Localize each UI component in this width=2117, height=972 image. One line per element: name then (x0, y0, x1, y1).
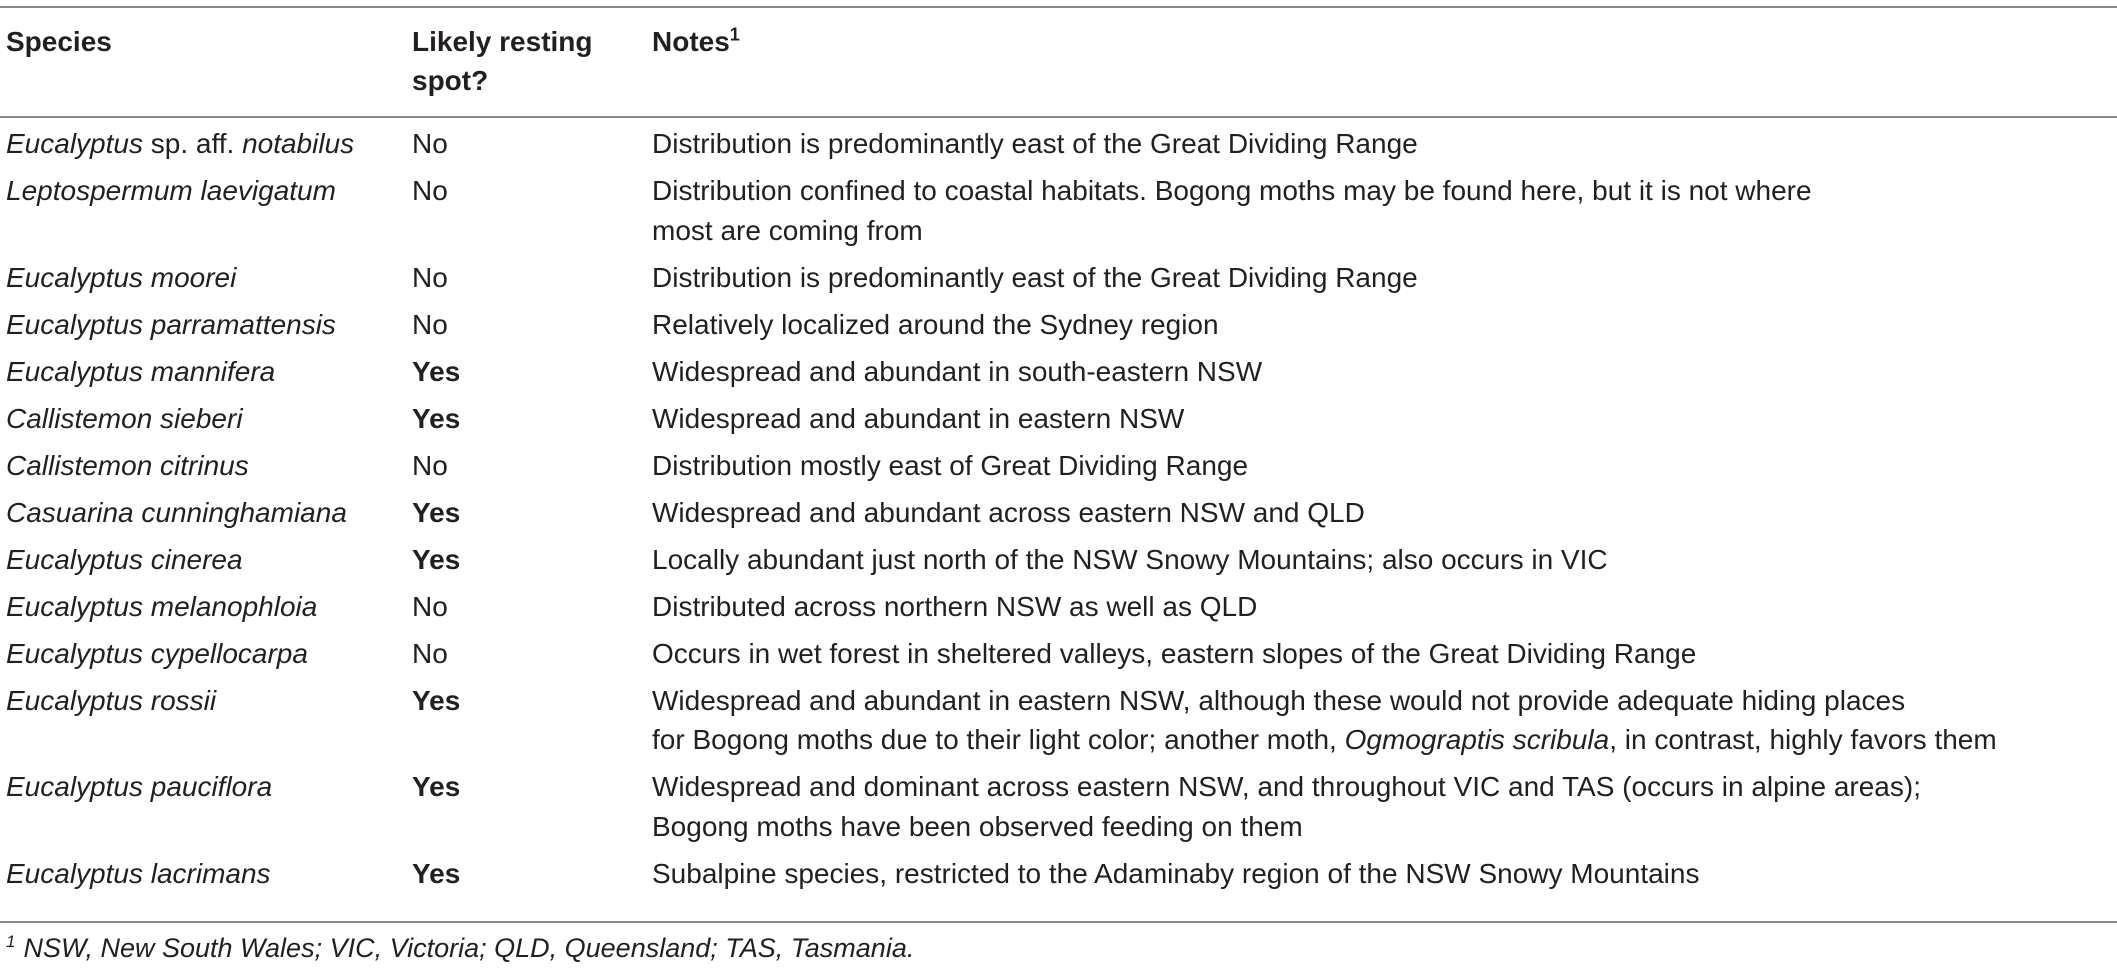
header-resting-line1: Likely resting (412, 26, 593, 57)
notes-cell (646, 681, 2117, 768)
table-row (0, 446, 2117, 493)
resting-cell: Yes (412, 402, 461, 434)
resting-cell: Yes (412, 543, 461, 575)
notes-cell (646, 854, 2117, 901)
notes-line: Relatively localized around the Sydney region (652, 308, 1219, 340)
table-row (0, 102, 2117, 171)
species-cell: Eucalyptus lacrimans (6, 857, 271, 889)
header-notes (646, 8, 2117, 102)
notes-cell (646, 767, 2117, 854)
notes-cell (646, 171, 2117, 258)
notes-line: Distribution is predominantly east of the Great Dividing Range (652, 261, 1418, 293)
notes-line: Widespread and abundant in eastern NSW (652, 402, 1185, 434)
table-row (0, 352, 2117, 399)
bottom-rule (0, 921, 2117, 923)
notes-line: Subalpine species, restricted to the Adaminaby region of the NSW Snowy Mountains (652, 857, 1700, 889)
species-cell: Eucalyptus cinerea (6, 543, 243, 575)
species-cell (0, 102, 406, 171)
notes-species-italic: Ogmograptis scribula (1344, 724, 1610, 755)
header-notes-label: Notes (652, 26, 730, 57)
footnote-marker: 1 (6, 932, 16, 951)
header-notes-marker: 1 (729, 24, 740, 45)
notes-cell (646, 352, 2117, 399)
table-footnote (6, 928, 914, 968)
notes-line: Distribution mostly east of Great Dividing Range (652, 449, 1249, 481)
resting-cell: Yes (412, 684, 461, 716)
species-table (0, 8, 2117, 901)
resting-cell: Yes (412, 355, 461, 387)
species-cell: Eucalyptus mannifera (6, 355, 276, 387)
notes-line: most are coming from (652, 214, 923, 246)
header-row (0, 8, 2117, 102)
notes-cell (646, 540, 2117, 587)
table-row (0, 767, 2117, 854)
table-row (0, 854, 2117, 901)
table-body (0, 102, 2117, 901)
table-row (0, 587, 2117, 634)
resting-cell: Yes (412, 771, 461, 802)
species-cell: Eucalyptus cypellocarpa (6, 637, 308, 669)
notes-line: Widespread and dominant across eastern NSW, and throughout VIC and TAS (occurs in alpine areas); (652, 771, 1921, 802)
notes-cell (646, 446, 2117, 493)
resting-cell: No (412, 261, 448, 293)
notes-line (652, 720, 2105, 760)
species-qualifier: sp. aff. (142, 128, 243, 159)
species-cell: Eucalyptus rossii (6, 684, 217, 716)
notes-line: Widespread and abundant in south-eastern NSW (652, 355, 1263, 387)
notes-cell (646, 399, 2117, 446)
table-row (0, 258, 2117, 305)
species-cell: Eucalyptus parramattensis (6, 308, 336, 340)
resting-cell: No (412, 449, 448, 481)
species-genus: Eucalyptus (6, 128, 143, 159)
table-row (0, 399, 2117, 446)
species-cell: Callistemon sieberi (6, 402, 243, 434)
notes-line: Distribution confined to coastal habitats. Bogong moths may be found here, but it is not where (652, 175, 1812, 206)
table-row (0, 634, 2117, 681)
notes-cell (646, 634, 2117, 681)
notes-line: Locally abundant just north of the NSW Snowy Mountains; also occurs in VIC (652, 543, 1608, 575)
notes-text: for Bogong moths due to their light color; another moth, (652, 724, 1345, 755)
species-cell: Eucalyptus melanophloia (6, 590, 318, 622)
notes-line: Distribution is predominantly east of the Great Dividing Range (652, 128, 1418, 159)
species-epithet: notabilus (242, 128, 355, 159)
table-row (0, 681, 2117, 768)
table-row (0, 305, 2117, 352)
notes-cell (646, 102, 2117, 171)
resting-cell: No (412, 175, 448, 206)
resting-cell: No (412, 128, 448, 159)
species-cell: Eucalyptus moorei (6, 261, 237, 293)
header-resting-spot (406, 8, 646, 102)
species-cell: Leptospermum laevigatum (6, 175, 336, 206)
table-row (0, 540, 2117, 587)
notes-line: Widespread and abundant across eastern NSW and QLD (652, 496, 1365, 528)
notes-cell (646, 258, 2117, 305)
notes-line: Bogong moths have been observed feeding on them (652, 810, 1303, 842)
species-cell: Casuarina cunninghamiana (6, 496, 347, 528)
table-row (0, 493, 2117, 540)
resting-cell: No (412, 308, 448, 340)
header-species: Species (6, 26, 112, 57)
resting-cell: No (412, 590, 448, 622)
resting-cell: No (412, 637, 448, 669)
species-cell: Callistemon citrinus (6, 449, 249, 481)
notes-line: Distributed across northern NSW as well as QLD (652, 590, 1258, 622)
notes-cell (646, 305, 2117, 352)
resting-cell: Yes (412, 857, 461, 889)
notes-cell (646, 587, 2117, 634)
table-row (0, 171, 2117, 258)
resting-cell: Yes (412, 496, 461, 528)
notes-cell (646, 493, 2117, 540)
species-cell: Eucalyptus pauciflora (6, 771, 273, 802)
notes-line: Occurs in wet forest in sheltered valleys, eastern slopes of the Great Dividing Range (652, 637, 1697, 669)
header-resting-line2: spot? (412, 65, 489, 96)
notes-text: , in contrast, highly favors them (1609, 724, 1997, 755)
notes-line: Widespread and abundant in eastern NSW, although these would not provide adequate hiding places (652, 684, 1906, 716)
footnote-text: NSW, New South Wales; VIC, Victoria; QLD, Queensland; TAS, Tasmania. (23, 933, 915, 963)
